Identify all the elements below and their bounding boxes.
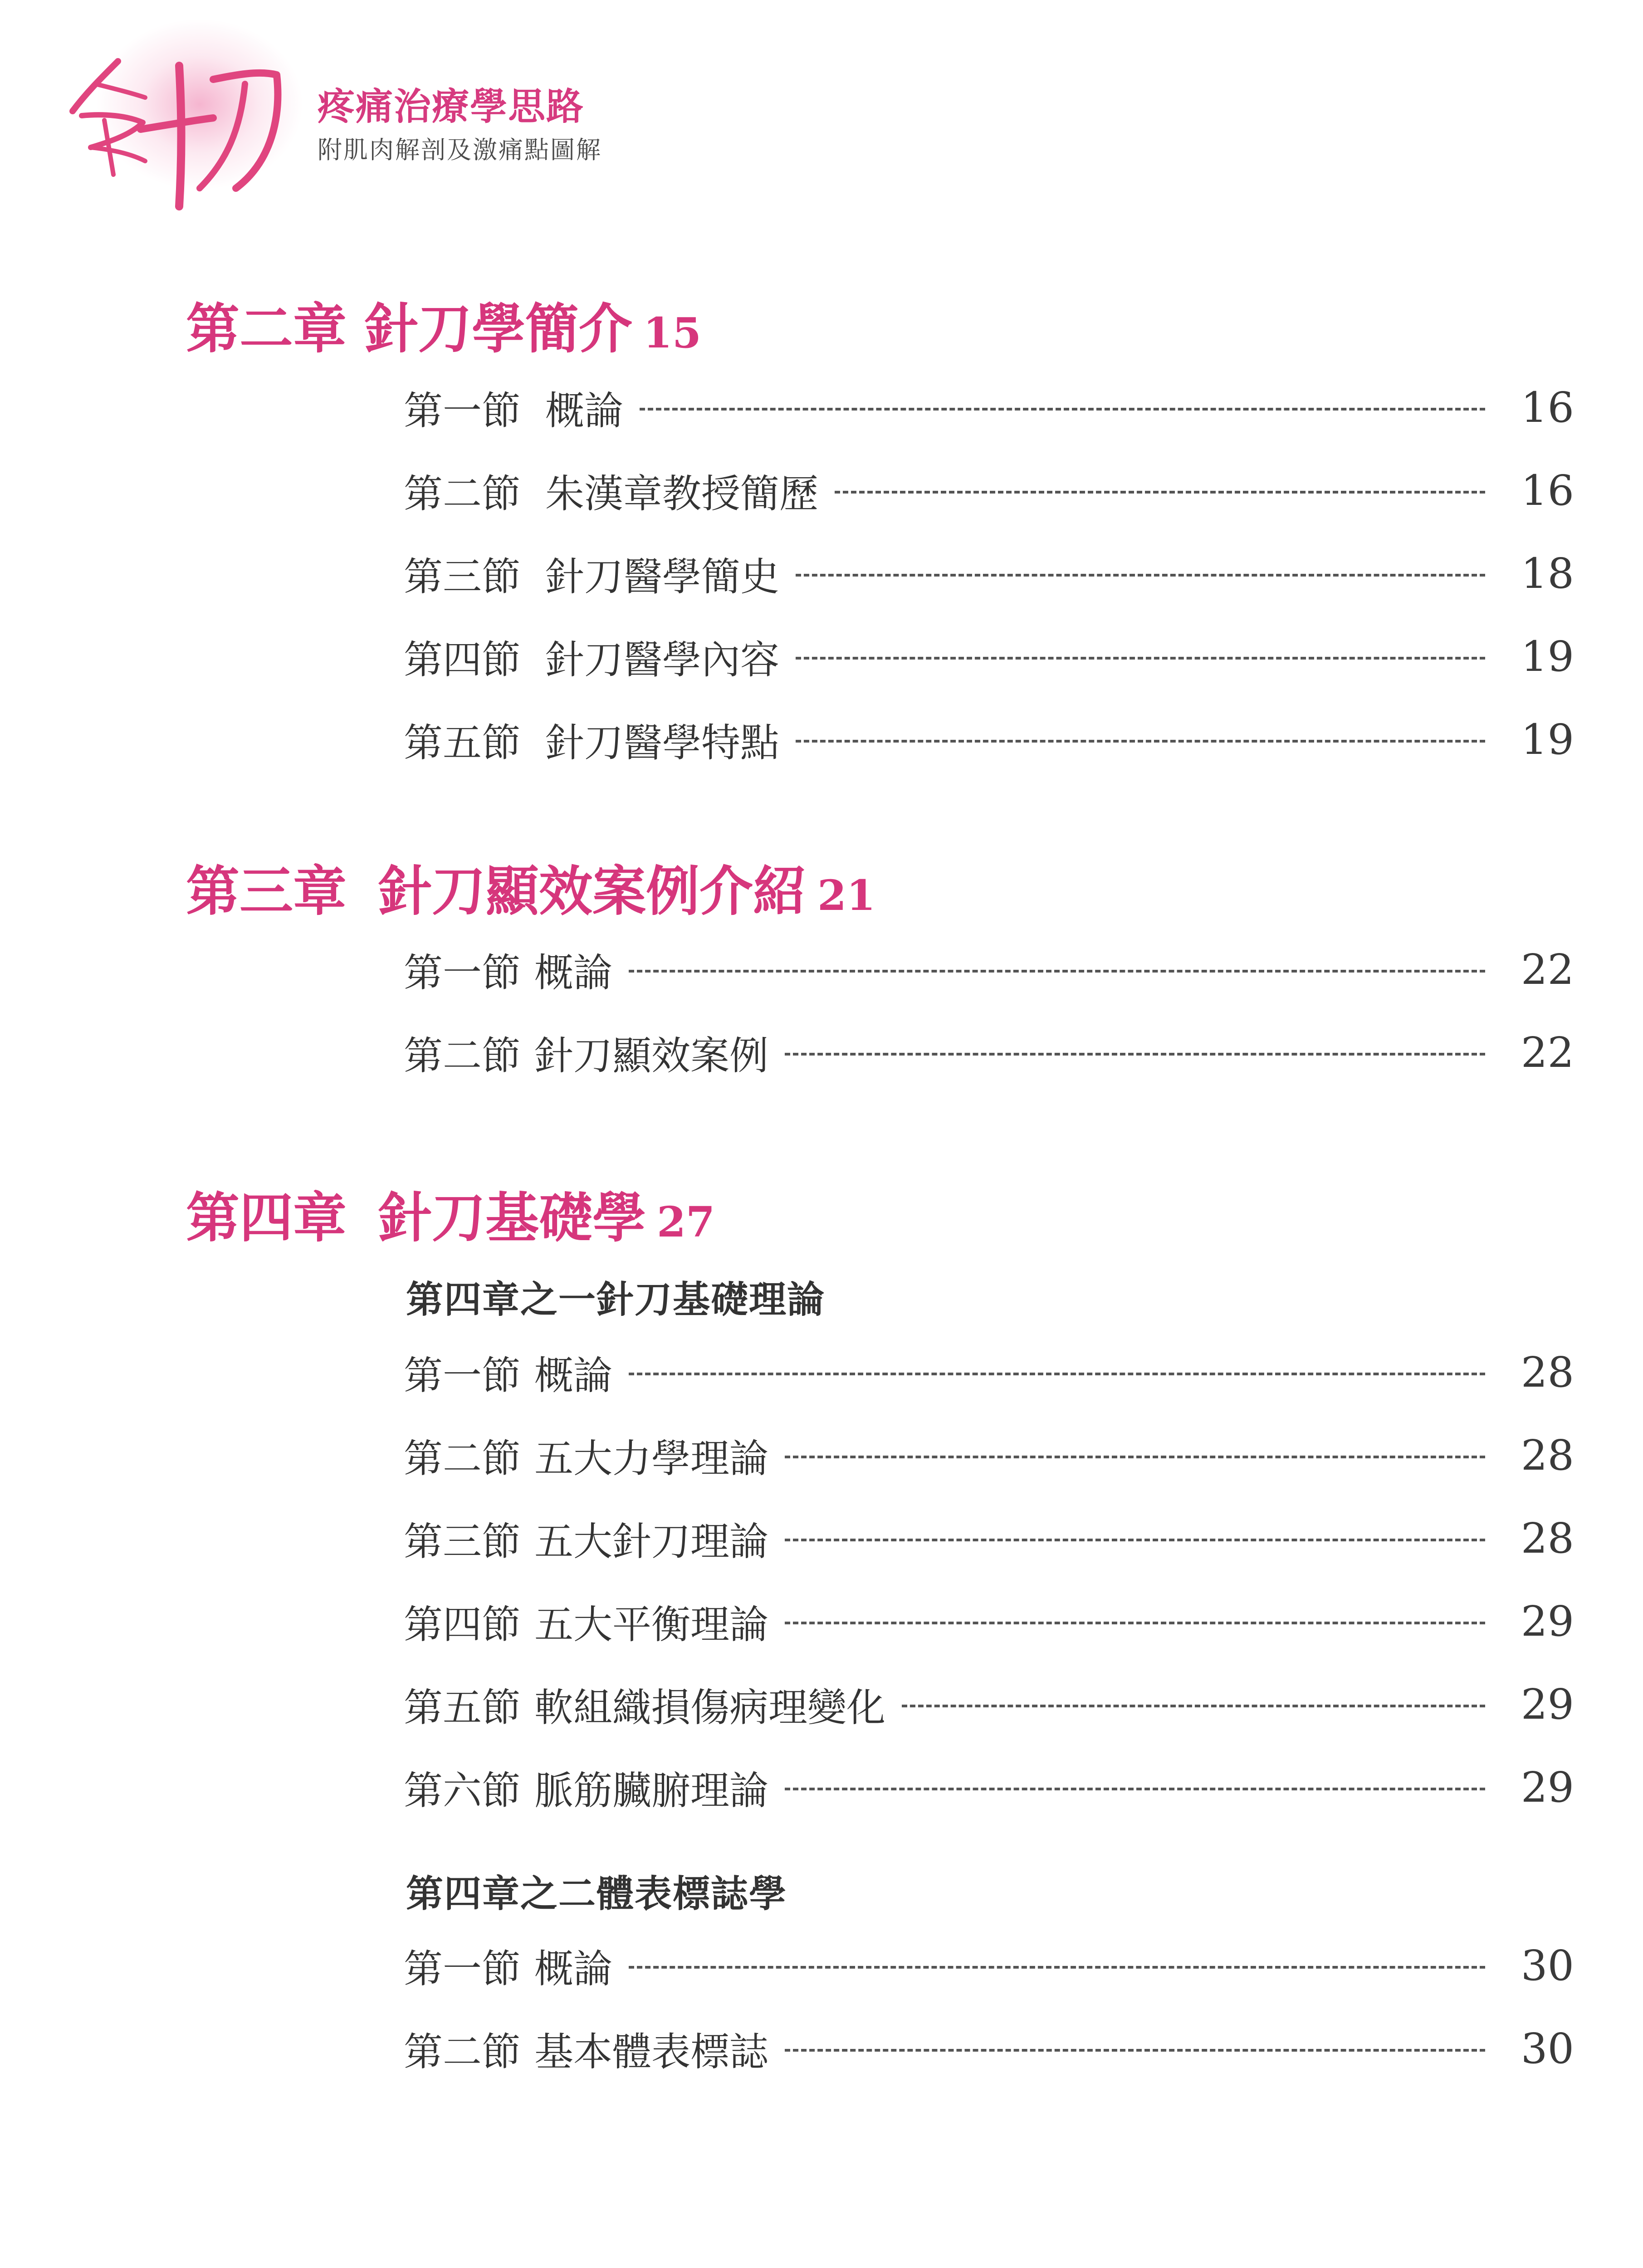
section-number: 第一節 bbox=[404, 1946, 521, 1992]
section-title: 概論 bbox=[534, 1946, 612, 1992]
section-number: 第二節 bbox=[404, 1436, 521, 1481]
chapter-heading bbox=[186, 286, 701, 363]
page-number: 28 bbox=[1521, 1431, 1574, 1480]
section-number: 第四節 bbox=[404, 1602, 521, 1647]
page-number: 18 bbox=[1521, 549, 1574, 598]
entry-label bbox=[404, 1937, 612, 1994]
dot-leader bbox=[796, 657, 1485, 660]
dot-leader bbox=[796, 574, 1485, 577]
toc-entry bbox=[404, 463, 1574, 518]
section-number: 第五節 bbox=[404, 1685, 521, 1730]
chapter-heading bbox=[186, 848, 875, 925]
section-title: 針刀醫學特點 bbox=[545, 720, 779, 766]
entry-label bbox=[404, 1024, 768, 1080]
dot-leader bbox=[785, 1456, 1485, 1458]
section-title: 軟組織損傷病理變化 bbox=[534, 1685, 885, 1730]
section-title: 五大針刀理論 bbox=[534, 1519, 768, 1564]
section-title: 朱漢章教授簡歷 bbox=[545, 471, 818, 517]
page-number: 28 bbox=[1521, 1514, 1574, 1563]
chapter-page: 15 bbox=[643, 308, 702, 357]
dot-leader bbox=[835, 491, 1485, 494]
entry-label bbox=[404, 545, 779, 601]
chapter-title: 針刀學簡介 bbox=[365, 297, 633, 360]
section-title: 概論 bbox=[534, 950, 612, 996]
toc-entry bbox=[404, 712, 1574, 767]
section-title: 五大平衡理論 bbox=[534, 1602, 768, 1647]
section-title: 針刀顯效案例 bbox=[534, 1033, 768, 1079]
page-number: 29 bbox=[1521, 1763, 1574, 1812]
section-title: 針刀醫學內容 bbox=[545, 637, 779, 683]
dot-leader bbox=[902, 1705, 1485, 1707]
dot-leader bbox=[640, 408, 1485, 411]
dot-leader bbox=[629, 970, 1485, 973]
entry-label bbox=[404, 1510, 768, 1566]
chapter-label: 第四章 bbox=[186, 1186, 347, 1249]
chapter-page: 21 bbox=[817, 871, 876, 920]
section-title: 概論 bbox=[534, 1353, 612, 1398]
toc-entry bbox=[404, 1025, 1574, 1080]
entry-label bbox=[404, 1593, 768, 1649]
section-number: 第五節 bbox=[404, 720, 521, 766]
page-number: 19 bbox=[1521, 715, 1574, 764]
part-heading: 第四章之一針刀基礎理論 bbox=[406, 1278, 826, 1321]
page-number: 29 bbox=[1521, 1597, 1574, 1646]
book-title: 疼痛治療學思路 bbox=[318, 85, 585, 128]
entry-label bbox=[404, 1427, 768, 1483]
dot-leader bbox=[785, 1622, 1485, 1624]
section-title: 概論 bbox=[545, 388, 623, 434]
page-number: 16 bbox=[1521, 466, 1574, 515]
book-subtitle: 附肌肉解剖及激痛點圖解 bbox=[318, 136, 602, 164]
dot-leader bbox=[796, 740, 1485, 743]
chapter-title: 針刀顯效案例介紹 bbox=[378, 860, 807, 923]
dot-leader bbox=[629, 1966, 1485, 1969]
toc-entry bbox=[404, 1511, 1574, 1565]
chapter-page: 27 bbox=[657, 1198, 715, 1246]
toc-entry bbox=[404, 1938, 1574, 1993]
dot-leader bbox=[785, 1053, 1485, 1056]
page-number: 30 bbox=[1521, 1941, 1574, 1990]
page-number: 29 bbox=[1521, 1680, 1574, 1729]
section-number: 第三節 bbox=[404, 554, 521, 600]
section-title: 基本體表標誌 bbox=[534, 2029, 768, 2075]
entry-label bbox=[404, 1759, 768, 1815]
calligraphy-logo bbox=[64, 25, 299, 215]
chapter-label: 第二章 bbox=[186, 297, 347, 360]
section-number: 第一節 bbox=[404, 388, 521, 434]
chapter-label: 第三章 bbox=[186, 860, 347, 923]
toc-entry bbox=[404, 1594, 1574, 1648]
section-number: 第二節 bbox=[404, 471, 521, 517]
entry-label bbox=[404, 1344, 612, 1400]
entry-label bbox=[404, 379, 623, 435]
page-number: 22 bbox=[1521, 945, 1574, 994]
toc-entry bbox=[404, 1428, 1574, 1482]
chapter-heading bbox=[186, 1175, 715, 1252]
section-title: 五大力學理論 bbox=[534, 1436, 768, 1481]
part-heading: 第四章之二體表標誌學 bbox=[406, 1872, 787, 1916]
page-number: 19 bbox=[1521, 632, 1574, 681]
entry-label bbox=[404, 2020, 768, 2077]
section-number: 第二節 bbox=[404, 1033, 521, 1079]
entry-label bbox=[404, 628, 779, 684]
chapter-title: 針刀基礎學 bbox=[378, 1186, 646, 1249]
toc-entry bbox=[404, 1677, 1574, 1731]
section-number: 第二節 bbox=[404, 2029, 521, 2075]
dot-leader bbox=[629, 1373, 1485, 1375]
toc-entry bbox=[404, 380, 1574, 435]
section-title: 針刀醫學簡史 bbox=[545, 554, 779, 600]
toc-entry bbox=[404, 942, 1574, 997]
entry-label bbox=[404, 941, 612, 997]
section-number: 第六節 bbox=[404, 1768, 521, 1813]
section-number: 第四節 bbox=[404, 637, 521, 683]
entry-label bbox=[404, 462, 818, 518]
page-number: 22 bbox=[1521, 1028, 1574, 1077]
page-number: 30 bbox=[1521, 2024, 1574, 2073]
toc-entry bbox=[404, 546, 1574, 601]
dot-leader bbox=[785, 1788, 1485, 1790]
page-number: 16 bbox=[1521, 383, 1574, 432]
dot-leader bbox=[785, 1539, 1485, 1541]
section-number: 第一節 bbox=[404, 1353, 521, 1398]
entry-label bbox=[404, 711, 779, 767]
page-number: 28 bbox=[1521, 1348, 1574, 1397]
section-number: 第三節 bbox=[404, 1519, 521, 1564]
section-number: 第一節 bbox=[404, 950, 521, 996]
toc-entry bbox=[404, 1345, 1574, 1399]
toc-entry bbox=[404, 2021, 1574, 2076]
toc-entry bbox=[404, 1760, 1574, 1814]
entry-label bbox=[404, 1676, 885, 1732]
dot-leader bbox=[785, 2049, 1485, 2052]
toc-entry bbox=[404, 629, 1574, 684]
section-title: 脈筋臟腑理論 bbox=[534, 1768, 768, 1813]
